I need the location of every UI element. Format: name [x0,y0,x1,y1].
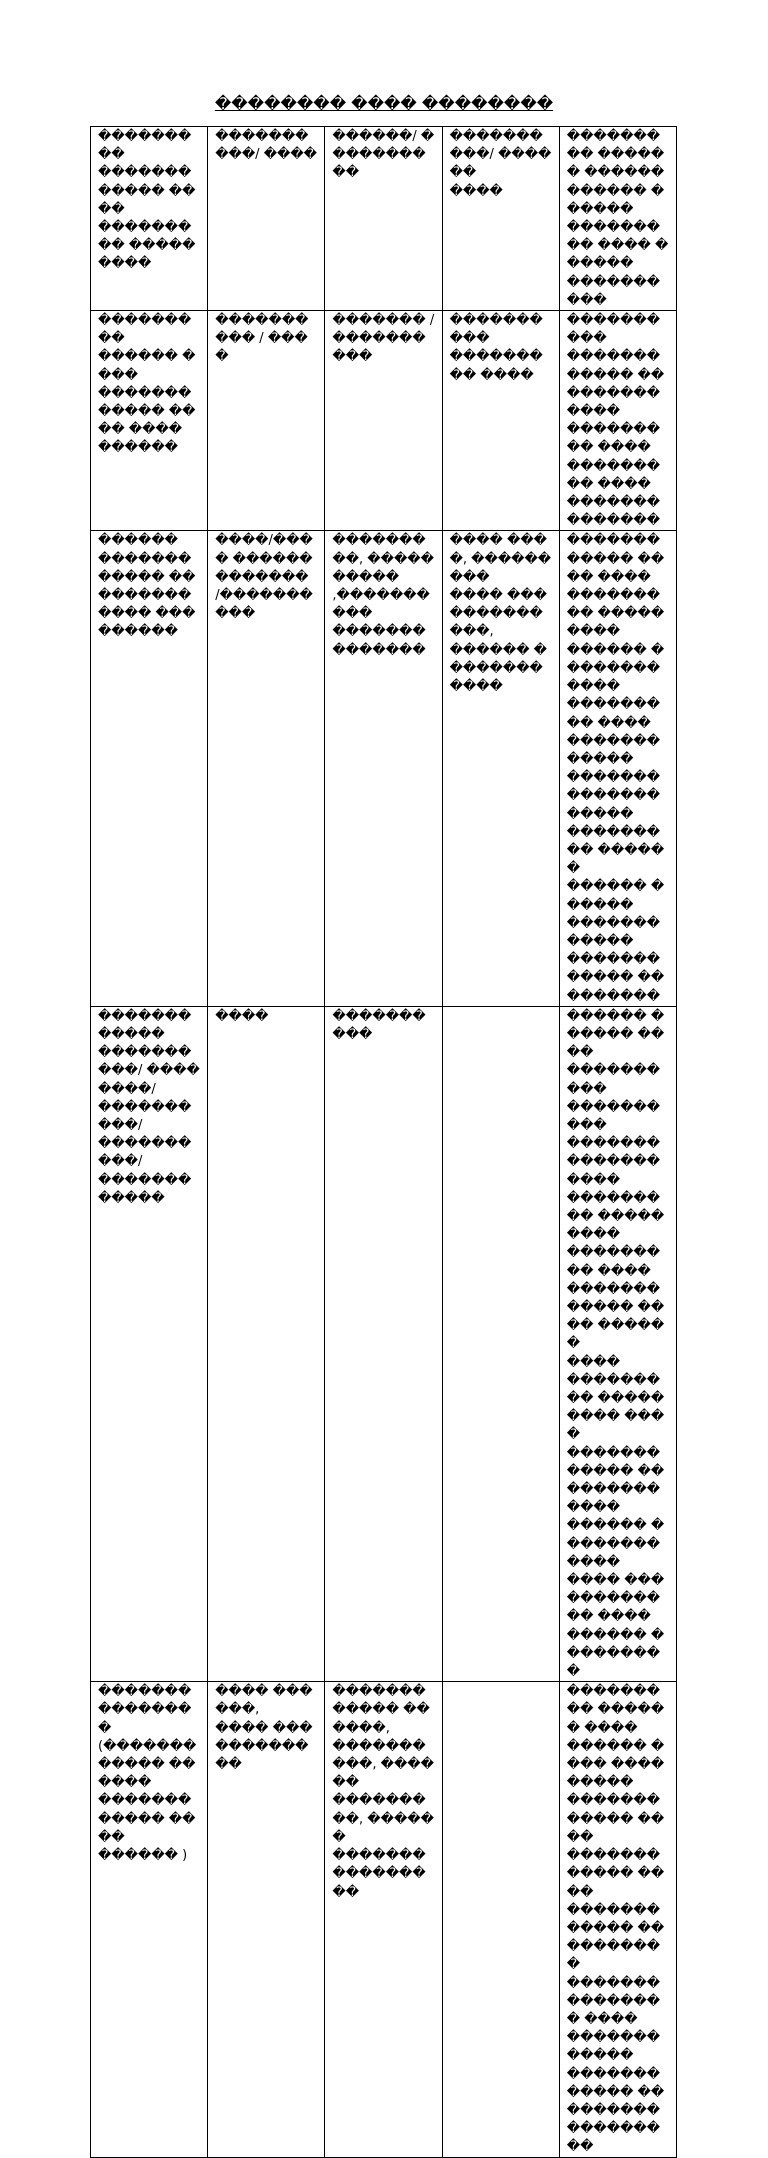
table-cell: ����������/ ���� [208,127,325,311]
content-table [90,126,677,2158]
table-cell [442,1006,559,1682]
table-cell: ����������/ ������ ���� [442,127,559,311]
table-row [91,127,677,311]
table-cell: ���� [208,1006,325,1682]
table-cell: ������� / ���������� [325,311,442,531]
table-row [91,1006,677,1682]
table-cell: ��������� ������ ���� ������������ ���� ���� ������ [91,311,208,531]
table-cell: ��������������� (������������ ������ ������������ ���� ������ ) [91,1682,208,2157]
table-cell: ��������� ������������ ���� ��������� ��������� [91,127,208,311]
table-cell: ��������� ������ ���� ������ ���� ��������� ������������ ���� ������������ ���� ������������ ���������� ��������������� ���� ������������ ������������ ��������� ��������� [559,1682,676,2157]
table-cell: ������ ������ ���� ���������� ���������� �������������� ���� ��������� ��������� ��������� ���� ������������ ���� ������ ���� ��������� ��������� ���� ������������ ��������� ���� ������ ������������ ���� ������������ ���� ������ ��������� [559,1006,676,1682]
table-row [91,311,677,531]
table-cell: ���� ������, ���� ������������ [208,1682,325,2157]
table-cell: ���������� [325,1006,442,1682]
table-row [91,531,677,1006]
table-cell: ������ ������������ ��������� ���� ��������� [91,531,208,1006]
table-cell: ���������, ���������� ,���������� �������������� [325,531,442,1006]
table-cell: ����/���� ������������� /���������� [208,531,325,1006]
table-cell: ���������� / ���� [208,311,325,531]
table-cell: ���� ����, ��������� ���� �������������, ������ ������������ [442,531,559,1006]
table-cell [442,1682,559,2157]
table-cell: ���������� ��������� ���� [442,311,559,531]
table-cell: ��������� ������ ������ ������ ������ ��������� ���� ������ ���������� [559,127,676,311]
table-row [91,1682,677,2157]
table-cell: ������������ ������, ����������, ������ ���������, ������ ���������������� [325,1682,442,2157]
page-title: �������� ���� �������� [214,94,554,113]
table-cell: ���������� ������������ ��������� ���� ��������� ���� ��������� ���� �������������� [559,311,676,531]
table-cell: ������������ ����������/ ��������/ ����������/ ����������/ ������������ [91,1006,208,1682]
table-cell: ������������ ���� ���� ��������� ��������� ������ ������������ ��������� ���� ������������ ������������������� ��������� ������ ������ ������ ������������ ������������ ��������� [559,531,676,1006]
table-cell: ������/ ���������� [325,127,442,311]
